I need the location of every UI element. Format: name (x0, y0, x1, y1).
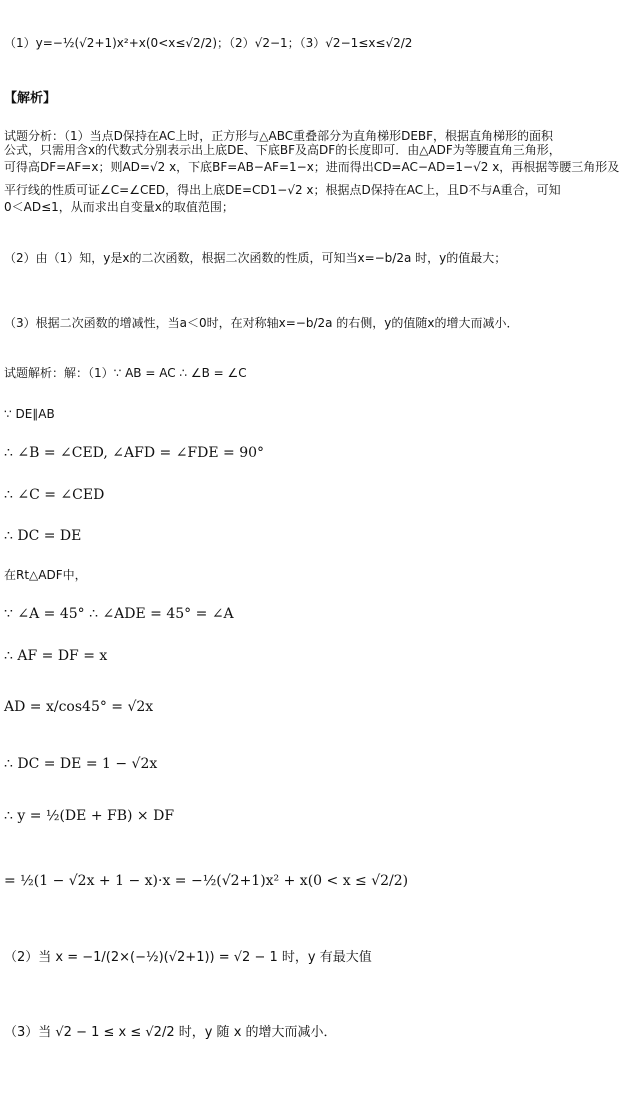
solution-intro: 试题解析：解：（1）∵ AB = AC ∴ ∠B = ∠C (4, 366, 247, 380)
analysis-line-7: （3）根据二次函数的增减性，当a＜0时，在对称轴x=−b/2a 的右侧，y的值随x的增大而减小． (4, 316, 519, 330)
analysis-line-3: 可得高DF=AF=x；则AD=√2 x，下底BF=AB−AF=1−x；进而得出CD=AC−AD=1−√2 x，再根据等腰三角形及 (4, 160, 620, 174)
solution-line-8: AD = x/cos45° = √2x (4, 699, 154, 715)
solution-line-6: ∵ ∠A = 45° ∴ ∠ADE = 45° = ∠A (4, 606, 234, 622)
solution-line-10: ∴ y = ½(DE + FB) × DF (4, 808, 175, 824)
analysis-line-2: 公式，只需用含x的代数式分别表示出上底DE、下底BF及高DF的长度即可．由△ADF为等腰直角三角形， (4, 143, 561, 157)
solution-line-9: ∴ DC = DE = 1 − √2x (4, 756, 158, 772)
solution-line-12: （2）当 x = −1/(2×(−½)(√2+1)) = √2 − 1 时，y 有最大值 (4, 950, 372, 965)
analysis-line-1: 试题分析：（1）当点D保持在AC上时，正方形与△ABC重叠部分为直角梯形DEBF，根据直角梯形的面积 (4, 129, 554, 143)
solution-line-1: ∵ DE∥AB (4, 407, 55, 421)
answer-text: （1）y=−½(√2+1)x²+x(0<x≤√2/2)；（2）√2−1；（3）√2−1≤x≤√2/2 (4, 36, 413, 50)
solution-line-5: 在Rt△ADF中， (4, 568, 87, 582)
analysis-line-4: 平行线的性质可证∠C=∠CED，得出上底DE=CD1−√2 x；根据点D保持在AC上，且D不与A重合，可知 (4, 183, 561, 197)
answer-line (4, 34, 412, 52)
solution-line-13: （3）当 √2 − 1 ≤ x ≤ √2/2 时，y 随 x 的增大而减小． (4, 1025, 337, 1040)
analysis-heading: 【解析】 (4, 91, 57, 106)
analysis-line-5: 0＜AD≤1，从而求出自变量x的取值范围； (4, 200, 234, 214)
solution-line-11: = ½(1 − √2x + 1 − x)·x = −½(√2+1)x² + x(0 < x ≤ √2/2) (4, 873, 409, 889)
solution-line-7: ∴ AF = DF = x (4, 648, 108, 664)
solution-line-4: ∴ DC = DE (4, 528, 82, 544)
analysis-line-6: （2）由（1）知，y是x的二次函数，根据二次函数的性质，可知当x=−b/2a 时，y的值最大； (4, 251, 507, 265)
solution-line-2: ∴ ∠B = ∠CED, ∠AFD = ∠FDE = 90° (4, 445, 265, 461)
solution-line-3: ∴ ∠C = ∠CED (4, 487, 105, 503)
